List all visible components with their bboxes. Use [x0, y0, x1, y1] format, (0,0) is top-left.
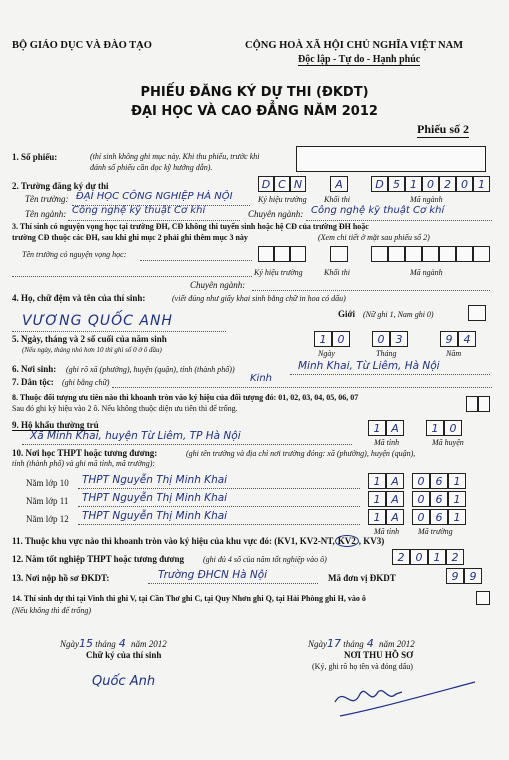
- q2-label: 2. Trường đăng ký dự thi: [12, 181, 109, 191]
- graduation-year-box[interactable]: 2: [392, 549, 410, 565]
- q5-note: (Nếu ngày, tháng nhỏ hơn 10 thì ghi số 0 ở ô đầu): [22, 346, 162, 354]
- year-text: năm 2012: [379, 639, 415, 649]
- receiver-signature: [330, 672, 480, 722]
- residence-value[interactable]: Xã Minh Khai, huyện Từ Liêm, TP Hà Nội: [30, 430, 241, 442]
- receiver-caption-note: (Ký, ghi rõ họ tên và đóng dấu): [312, 662, 413, 671]
- q8-label: 8. Thuộc đối tượng ưu tiên nào thì khoanh tròn vào ký hiệu của đối tượng đó: 01, 02, 03, 04, 05, 06, 07: [12, 393, 359, 402]
- province-caption: Mã tỉnh: [374, 438, 400, 447]
- month-prefix: tháng: [343, 639, 364, 649]
- grade10-label: Năm lớp 10: [26, 478, 69, 488]
- q9-label: 9. Hộ khẩu thường trú: [12, 420, 99, 430]
- birthplace-value[interactable]: Minh Khai, Từ Liêm, Hà Nội: [298, 360, 440, 372]
- wish-block-caption: Khối thi: [324, 268, 351, 277]
- q13-label: 13. Nơi nộp hồ sơ ĐKDT:: [12, 573, 110, 583]
- month-caption: Tháng: [376, 349, 397, 358]
- grade11-label: Năm lớp 11: [26, 496, 69, 506]
- district-caption: Mã huyện: [432, 438, 464, 447]
- wish-specialty-label: Chuyên ngành:: [190, 280, 246, 290]
- q11-tail: , KV3): [358, 536, 385, 546]
- province-code-box[interactable]: A: [386, 420, 404, 436]
- ministry-name: BỘ GIÁO DỤC VÀ ĐÀO TẠO: [12, 40, 152, 51]
- receiver-day[interactable]: 17: [327, 637, 341, 650]
- q11-label: [12, 536, 384, 546]
- q14-label: 14. Thí sinh dự thi tại Vinh thì ghi V, tại Cần Thơ ghi C, tại Quy Nhơn ghi Q, tại Hải Phòng ghi H, vào ô: [12, 594, 366, 603]
- q6-label: 6. Nơi sinh:: [12, 364, 57, 374]
- school-code-caption: Mã trường: [418, 527, 453, 536]
- school-code-box[interactable]: N: [290, 176, 306, 192]
- grade11-code-box[interactable]: A: [386, 491, 404, 507]
- grade12-code-box[interactable]: 1: [448, 509, 466, 525]
- grade12-label: Năm lớp 12: [26, 514, 69, 524]
- grade11-school-value[interactable]: THPT Nguyễn Thị Minh Khai: [82, 492, 228, 504]
- q5-label: 5. Ngày, tháng và 2 số cuối của năm sinh: [12, 334, 167, 344]
- major-code-box[interactable]: 5: [388, 176, 405, 192]
- major-code-box[interactable]: D: [371, 176, 388, 192]
- form-number: Phiếu số 2: [417, 122, 470, 136]
- q4-note: (viết đúng như giấy khai sinh bằng chữ in hoa có dấu): [172, 294, 346, 303]
- major-name-label: Tên ngành:: [25, 209, 67, 219]
- grade10-code-box[interactable]: 1: [368, 473, 386, 489]
- grade12-code-box[interactable]: 1: [368, 509, 386, 525]
- school-province-caption: Mã tỉnh: [374, 527, 400, 536]
- major-code-caption: Mã ngành: [410, 195, 443, 204]
- school-code-box[interactable]: D: [258, 176, 274, 192]
- q8-note: Sau đó ghi ký hiệu vào 2 ô. Nếu không thuộc diện ưu tiên thì để trống.: [12, 404, 238, 413]
- birth-day-box[interactable]: 1: [314, 331, 332, 347]
- grade11-code-box[interactable]: 0: [412, 491, 430, 507]
- candidate-signature-caption: Chữ ký của thí sinh: [86, 650, 162, 660]
- specialty-value[interactable]: Công nghệ kỹ thuật Cơ khí: [311, 205, 445, 216]
- birth-month-box[interactable]: 3: [390, 331, 408, 347]
- wish-block-box[interactable]: [330, 246, 348, 262]
- q7-label: 7. Dân tộc:: [12, 377, 54, 387]
- q10-note: (ghi tên trường và địa chỉ nơi trường đóng: xã (phường), huyện (quận),: [186, 449, 416, 458]
- q10-note-2: tỉnh (thành phố) và ghi mã tỉnh, mã trường):: [12, 459, 156, 468]
- block-box[interactable]: A: [330, 176, 348, 192]
- major-code-box[interactable]: 2: [439, 176, 456, 192]
- q1-label: 1. Số phiếu:: [12, 152, 58, 162]
- district-code-box[interactable]: 1: [426, 420, 444, 436]
- receiver-date: [308, 637, 415, 650]
- wish-school-label: Tên trường có nguyện vọng học:: [22, 250, 127, 259]
- receiver-month[interactable]: 4: [366, 637, 374, 650]
- grade10-code-box[interactable]: A: [386, 473, 404, 489]
- grade12-code-box[interactable]: A: [386, 509, 404, 525]
- q12-label: 12. Năm tốt nghiệp THPT hoặc tương đương: [12, 554, 184, 564]
- full-name-value[interactable]: VƯƠNG QUỐC ANH: [22, 313, 173, 329]
- school-code-caption: Ký hiệu trường: [258, 195, 307, 204]
- wish-school-code-box[interactable]: [274, 246, 290, 262]
- grade11-code-box[interactable]: 6: [430, 491, 448, 507]
- district-code-box[interactable]: 0: [444, 420, 462, 436]
- grade10-code-box[interactable]: 1: [448, 473, 466, 489]
- wish-major-code-caption: Mã ngành: [410, 268, 443, 277]
- motto: Độc lập - Tự do - Hạnh phúc: [298, 54, 421, 65]
- grade12-code-box[interactable]: 0: [412, 509, 430, 525]
- q7-note: (ghi bằng chữ): [62, 378, 110, 387]
- grade12-code-box[interactable]: 6: [430, 509, 448, 525]
- gender-box[interactable]: [468, 305, 486, 321]
- school-name-value[interactable]: ĐẠI HỌC CÔNG NGHIỆP HÀ NỘI: [76, 191, 233, 202]
- candidate-day[interactable]: 15: [79, 637, 93, 650]
- wish-major-code-box[interactable]: [388, 246, 405, 262]
- major-code-box[interactable]: 1: [405, 176, 422, 192]
- q12-note: (ghi đủ 4 số của năm tốt nghiệp vào ô): [203, 555, 327, 564]
- graduation-year-box[interactable]: 1: [428, 549, 446, 565]
- day-caption: Ngày: [318, 349, 335, 358]
- form-number-box[interactable]: [296, 146, 486, 172]
- republic-name: CỘNG HOÀ XÃ HỘI CHỦ NGHĨA VIỆT NAM: [245, 40, 464, 51]
- block-caption: Khối thi: [324, 195, 351, 204]
- grade11-code-box[interactable]: 1: [448, 491, 466, 507]
- q11-text: 11. Thuộc khu vực nào thì khoanh tròn vào ký hiệu của khu vực đó: (KV1, KV2-NT,: [12, 536, 335, 546]
- q1-note: (thí sinh không ghi mục này. Khi thu phiếu, trước khi: [90, 152, 260, 161]
- form-subtitle: ĐẠI HỌC VÀ CAO ĐẲNG NĂM 2012: [131, 104, 378, 119]
- school-code-box[interactable]: C: [274, 176, 290, 192]
- priority-box[interactable]: [478, 396, 490, 412]
- province-code-box[interactable]: 1: [368, 420, 386, 436]
- form-title: PHIẾU ĐĂNG KÝ DỰ THI (ĐKDT): [140, 85, 369, 100]
- q3-label: 3. Thí sinh có nguyện vọng học tại trường ĐH, CĐ không thi tuyển sinh hoặc hệ CĐ của trường ĐH hoặc: [12, 222, 369, 231]
- candidate-date: [60, 637, 167, 650]
- wish-major-code-box[interactable]: [405, 246, 422, 262]
- major-code-box[interactable]: 0: [422, 176, 439, 192]
- birth-year-box[interactable]: 4: [458, 331, 476, 347]
- q14-note: (Nếu không thì để trống): [12, 606, 92, 615]
- ethnicity-value[interactable]: Kinh: [250, 373, 273, 384]
- month-prefix: tháng: [95, 639, 116, 649]
- major-name-value[interactable]: Công nghệ kỹ thuật Cơ khí: [72, 205, 206, 216]
- year-text: năm 2012: [131, 639, 167, 649]
- q3-note: (Xem chi tiết ở mặt sau phiếu số 2): [318, 233, 430, 242]
- wish-school-code-box[interactable]: [290, 246, 306, 262]
- q10-label: 10. Nơi học THPT hoặc tương đương:: [12, 448, 158, 458]
- day-prefix: Ngày: [308, 639, 327, 649]
- unit-code-label: Mã đơn vị ĐKDT: [328, 573, 396, 583]
- wish-major-code-box[interactable]: [456, 246, 473, 262]
- region-kv2-selected[interactable]: KV2: [335, 535, 359, 547]
- wish-major-code-box[interactable]: [422, 246, 439, 262]
- wish-school-code-box[interactable]: [258, 246, 274, 262]
- candidate-month[interactable]: 4: [118, 637, 126, 650]
- grade12-school-value[interactable]: THPT Nguyễn Thị Minh Khai: [82, 510, 228, 522]
- wish-major-code-box[interactable]: [439, 246, 456, 262]
- receiver-caption: NƠI THU HỒ SƠ: [344, 650, 414, 660]
- unit-code-box[interactable]: 9: [464, 568, 482, 584]
- q1-note-2: đánh số phiếu cần đọc kỹ hướng dẫn).: [90, 163, 213, 172]
- major-code-box[interactable]: 1: [473, 176, 490, 192]
- grade11-code-box[interactable]: 1: [368, 491, 386, 507]
- wish-major-code-box[interactable]: [371, 246, 388, 262]
- day-prefix: Ngày: [60, 639, 79, 649]
- wish-major-code-box[interactable]: [473, 246, 490, 262]
- q4-label: 4. Họ, chữ đệm và tên của thí sinh:: [12, 293, 146, 303]
- gender-label: Giới: [338, 309, 355, 319]
- graduation-year-box[interactable]: 0: [410, 549, 428, 565]
- submission-place-value[interactable]: Trường ĐHCN Hà Nội: [158, 569, 268, 581]
- birth-month-box[interactable]: 0: [372, 331, 390, 347]
- exam-location-box[interactable]: [476, 591, 490, 605]
- year-caption: Năm: [446, 349, 462, 358]
- wish-school-code-caption: Ký hiệu trường: [254, 268, 303, 277]
- major-code-box[interactable]: 0: [456, 176, 473, 192]
- specialty-label: Chuyên ngành:: [248, 209, 304, 219]
- unit-code-box[interactable]: 9: [446, 568, 464, 584]
- q3-label-2: trường CĐ thuộc các ĐH, sau khi ghi mục 2 phải ghi thêm mục 3 này: [12, 233, 248, 242]
- school-name-label: Tên trường:: [25, 194, 69, 204]
- gender-note: (Nữ ghi 1, Nam ghi 0): [363, 310, 434, 319]
- graduation-year-box[interactable]: 2: [446, 549, 464, 565]
- candidate-signature: Quốc Anh: [92, 674, 156, 689]
- grade10-school-value[interactable]: THPT Nguyễn Thị Minh Khai: [82, 474, 228, 486]
- grade10-code-box[interactable]: 6: [430, 473, 448, 489]
- priority-box[interactable]: [466, 396, 478, 412]
- birth-year-box[interactable]: 9: [440, 331, 458, 347]
- q6-note: (ghi rõ xã (phường), huyện (quận), tỉnh (thành phố)): [66, 365, 235, 374]
- birth-day-box[interactable]: 0: [332, 331, 350, 347]
- grade10-code-box[interactable]: 0: [412, 473, 430, 489]
